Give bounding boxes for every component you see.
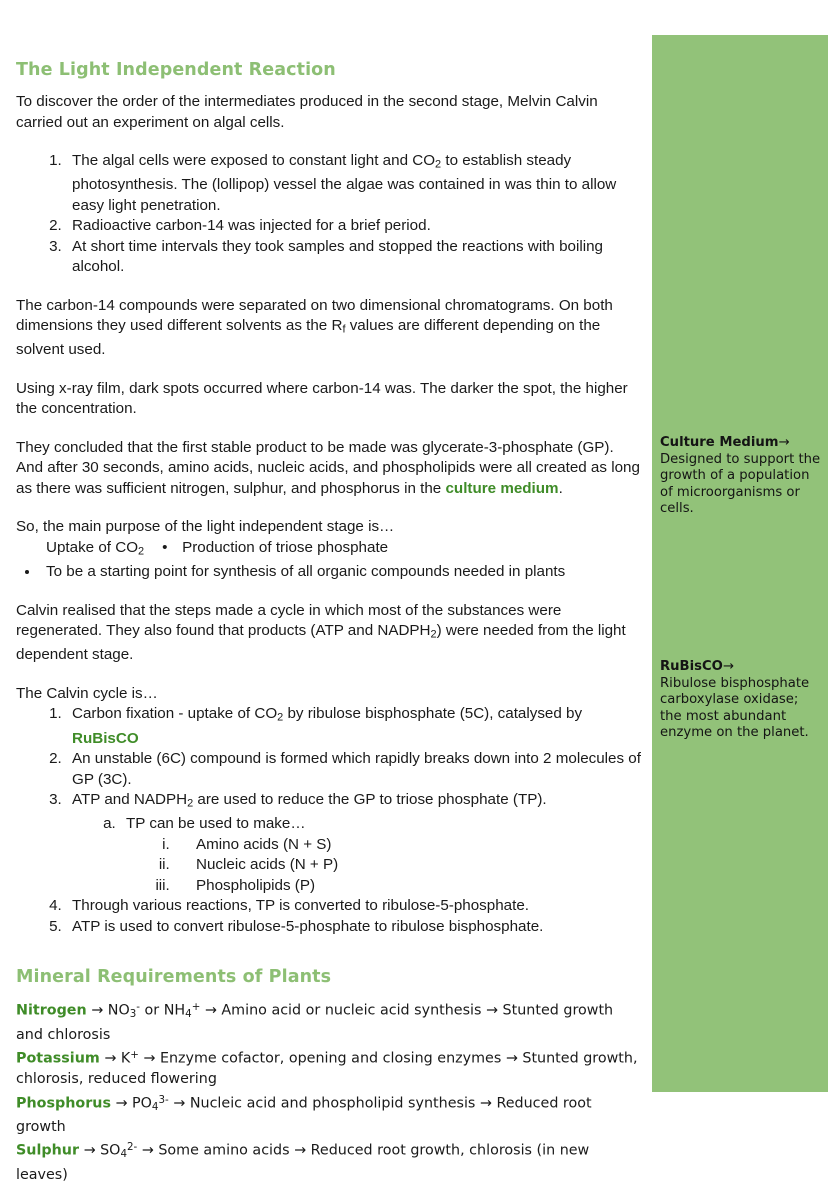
mineral-deficiency: Stunted growth and chlorosis <box>16 1002 614 1043</box>
glossary-note-rubisco <box>660 659 822 742</box>
arrow-icon: → <box>778 435 790 450</box>
list-item: 4. Through various reactions, TP is converted to ribulose-5-phosphate. <box>66 896 642 917</box>
section-title-minerals: Mineral Requirements of Plants <box>16 967 332 988</box>
mineral-deficiency: Reduced root growth <box>16 1094 592 1135</box>
glossary-note-culture-medium <box>660 435 822 518</box>
mineral-deficiency: Stunted growth, chlorosis, reduced flowering <box>16 1050 638 1088</box>
page-title: The Light Independent Reaction <box>16 60 336 80</box>
intro-paragraph: To discover the order of the intermediates produced in the second stage, Melvin Calvin carried out an experiment on algal cells. <box>16 93 598 131</box>
list-item: 1. The algal cells were exposed to constant light and $CO_2$ to establish steady photosynthesis. The (lollipop) vessel the algae was contained in was thin to allow easy light penetration. <box>66 151 642 216</box>
mineral-row-potassium: Potassium → K+ → Enzyme cofactor, opening and closing enzymes → Stunted growth, chlorosis, reduced flowering <box>16 1049 638 1088</box>
conclusion-paragraph: They concluded that the first stable product to be made was glycerate-3-phosphate (GP). And after 30 seconds, amino acids, nucleic acids, and phospholipids were all created as long as there was sufficient nitrogen, sulphur, and phosphorus in the culture medium. <box>16 438 640 497</box>
mineral-deficiency: Reduced root growth, chlorosis (in new leaves) <box>16 1142 590 1183</box>
list-item: 1. Carbon fixation - uptake of $CO_2$ by ribulose bisphosphate (5C), catalysed by RuBisCO <box>66 704 642 749</box>
glossary-sidebar <box>652 35 828 1092</box>
tp-products-list <box>120 835 642 897</box>
mineral-function: Amino acid or nucleic acid synthesis <box>221 1002 482 1019</box>
mineral-name: Phosphorus <box>16 1094 111 1111</box>
list-item: ii. Nucleic acids (N + P) <box>174 855 642 876</box>
list-item: 2. An unstable (6C) compound is formed which rapidly breaks down into 2 molecules of GP (3C). <box>66 749 642 790</box>
mineral-row-sulphur: Sulphur → $SO_4^{2-}$ → Some amino acids → Reduced root growth, chlorosis (in new leaves) <box>16 1141 590 1183</box>
glossary-definition-culture-medium: Designed to support the growth of a population of microorganisms or cells. <box>660 451 821 517</box>
xray-paragraph: Using x-ray film, dark spots occurred where carbon-14 was. The darker the spot, the higher the concentration. <box>16 379 628 418</box>
chromatogram-paragraph: The carbon-14 compounds were separated on two dimensional chromatograms. On both dimensions they used different solvents as the $R_f$ values are different depending on the solvent used. <box>16 296 613 359</box>
calvin-cycle-list <box>16 704 642 937</box>
mineral-function: Some amino acids <box>158 1142 290 1159</box>
list-item: a. TP can be used to make… <box>120 814 642 835</box>
list-item: 5. ATP is used to convert ribulose-5-phosphate to ribulose bisphosphate. <box>66 917 642 938</box>
list-item: i. Amino acids (N + S) <box>174 835 642 856</box>
glossary-term-culture-medium: Culture Medium <box>660 435 779 450</box>
mineral-function: Nucleic acid and phospholipid synthesis <box>189 1094 476 1111</box>
list-item: • Production of triose phosphate <box>182 538 388 559</box>
mineral-name: Sulphur <box>16 1142 80 1159</box>
mineral-row-phosphorus: Phosphorus → $PO_4^{3-}$ → Nucleic acid and phospholipid synthesis → Reduced root growth <box>16 1093 592 1135</box>
mineral-name: Potassium <box>16 1050 100 1067</box>
list-item: iii. Phospholipids (P) <box>174 876 642 897</box>
list-item: 2. Radioactive carbon-14 was injected for a brief period. <box>66 216 642 237</box>
tp-uses-list <box>72 814 642 896</box>
experiment-steps-list <box>16 151 642 278</box>
purpose-intro: So, the main purpose of the light independent stage is… <box>16 518 395 536</box>
calvin-cycle-intro: The Calvin cycle is… <box>16 684 158 702</box>
mineral-row-nitrogen: Nitrogen → $NO_3^-$ or $NH_4^+ \to Amino$ acid or nucleic acid synthesis → Stunted growth and chlorosis <box>16 1001 614 1043</box>
mineral-function: Enzyme cofactor, opening and closing enzymes <box>159 1050 502 1067</box>
keyword-culture-medium: culture medium <box>445 479 559 497</box>
glossary-definition-rubisco: Ribulose bisphosphate carboxylase oxidase; the most abundant enzyme on the planet. <box>660 675 810 741</box>
arrow-icon: → <box>722 659 734 674</box>
mineral-name: Nitrogen <box>16 1002 87 1019</box>
list-item: 3. At short time intervals they took samples and stopped the reactions with boiling alcohol. <box>66 237 642 278</box>
list-item: Uptake of $CO_2$ • Production of triose phosphate <box>40 538 642 562</box>
cycle-paragraph: Calvin realised that the steps made a cycle in which most of the substances were regenerated. They also found that products (ATP and $NADPH_2$) were needed from the light dependent stage. <box>16 601 626 664</box>
glossary-term-rubisco: RuBisCO <box>660 659 723 674</box>
list-item: • To be a starting point for synthesis of all organic compounds needed in plants <box>40 562 642 583</box>
keyword-rubisco: RuBisCO <box>72 729 139 747</box>
list-item: 3. ATP and $NADPH_2$ are used to reduce the GP to triose phosphate (TP). a. TP can be used to make… i. Amino acids (N + S) ii. Nucleic acids (N + P) iii. Phospholipids (P) <box>66 790 642 896</box>
purpose-bullet-list <box>16 538 642 583</box>
